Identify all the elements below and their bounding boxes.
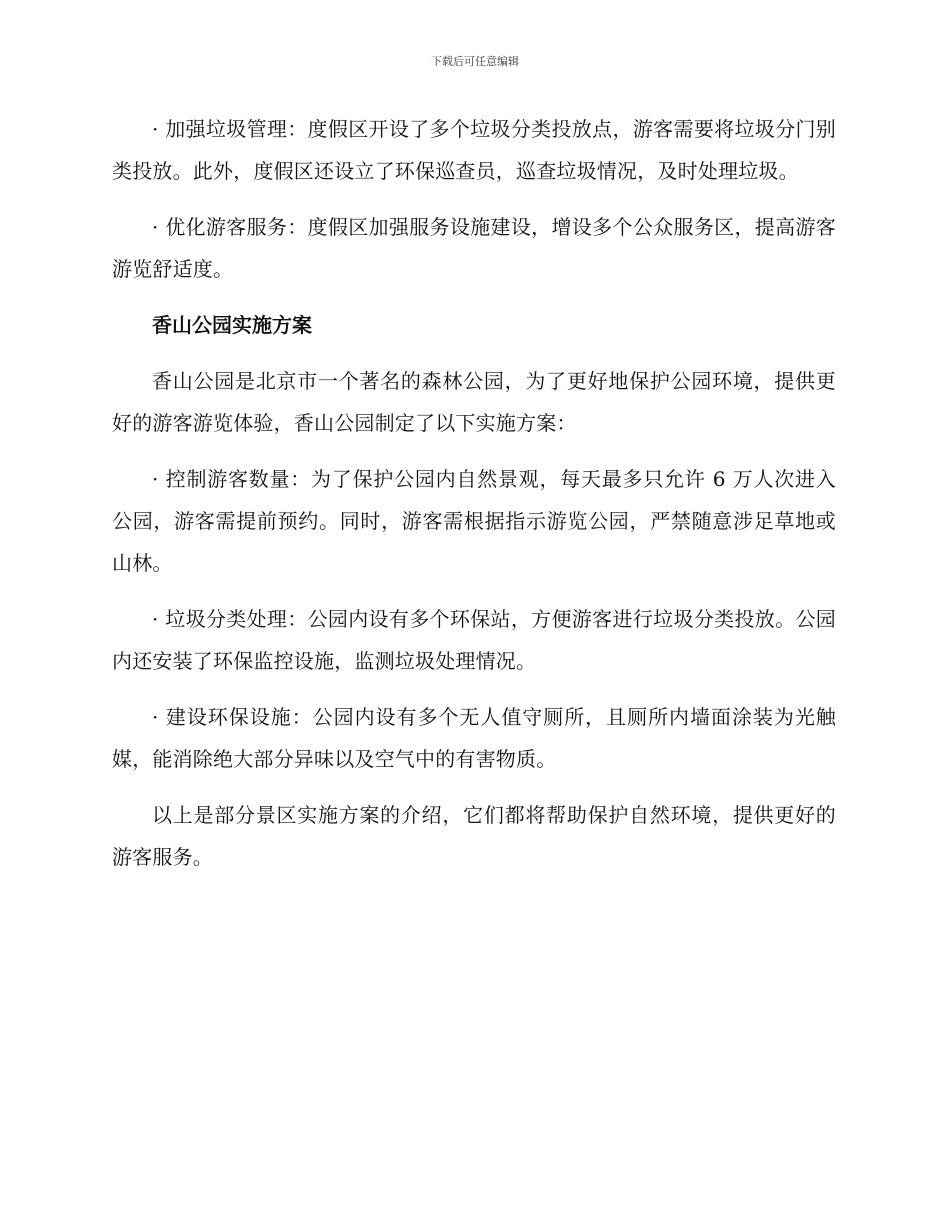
document-body bbox=[112, 108, 836, 892]
section-heading: 香山公园实施方案 bbox=[152, 313, 312, 337]
bullet-visitor-limit: · 控制游客数量：为了保护公园内自然景观，每天最多只允许 6 万人次进入公园，游客需提前预约。同时，游客需根据指示游览公园，严禁随意涉足草地或山林。 bbox=[112, 467, 836, 575]
bullet-garbage-sorting: · 垃圾分类处理：公园内设有多个环保站，方便游客进行垃圾分类投放。公园内还安装了环保监控设施，监测垃圾处理情况。 bbox=[112, 607, 836, 673]
conclusion-paragraph: 以上是部分景区实施方案的介绍，它们都将帮助保护自然环境，提供更好的游客服务。 bbox=[112, 803, 836, 869]
page-header: 下载后可任意编辑 bbox=[431, 55, 519, 68]
bullet-visitor-service: · 优化游客服务：度假区加强服务设施建设，增设多个公众服务区，提高游客游览舒适度。 bbox=[112, 215, 836, 281]
bullet-eco-facilities: · 建设环保设施：公园内设有多个无人值守厕所，且厕所内墙面涂装为光触媒，能消除绝大部分异味以及空气中的有害物质。 bbox=[112, 705, 836, 771]
bullet-garbage-management: · 加强垃圾管理：度假区开设了多个垃圾分类投放点，游客需要将垃圾分门别类投放。此外，度假区还设立了环保巡查员，巡查垃圾情况，及时处理垃圾。 bbox=[112, 117, 836, 183]
section-intro: 香山公园是北京市一个著名的森林公园，为了更好地保护公园环境，提供更好的游客游览体验，香山公园制定了以下实施方案： bbox=[112, 369, 836, 435]
